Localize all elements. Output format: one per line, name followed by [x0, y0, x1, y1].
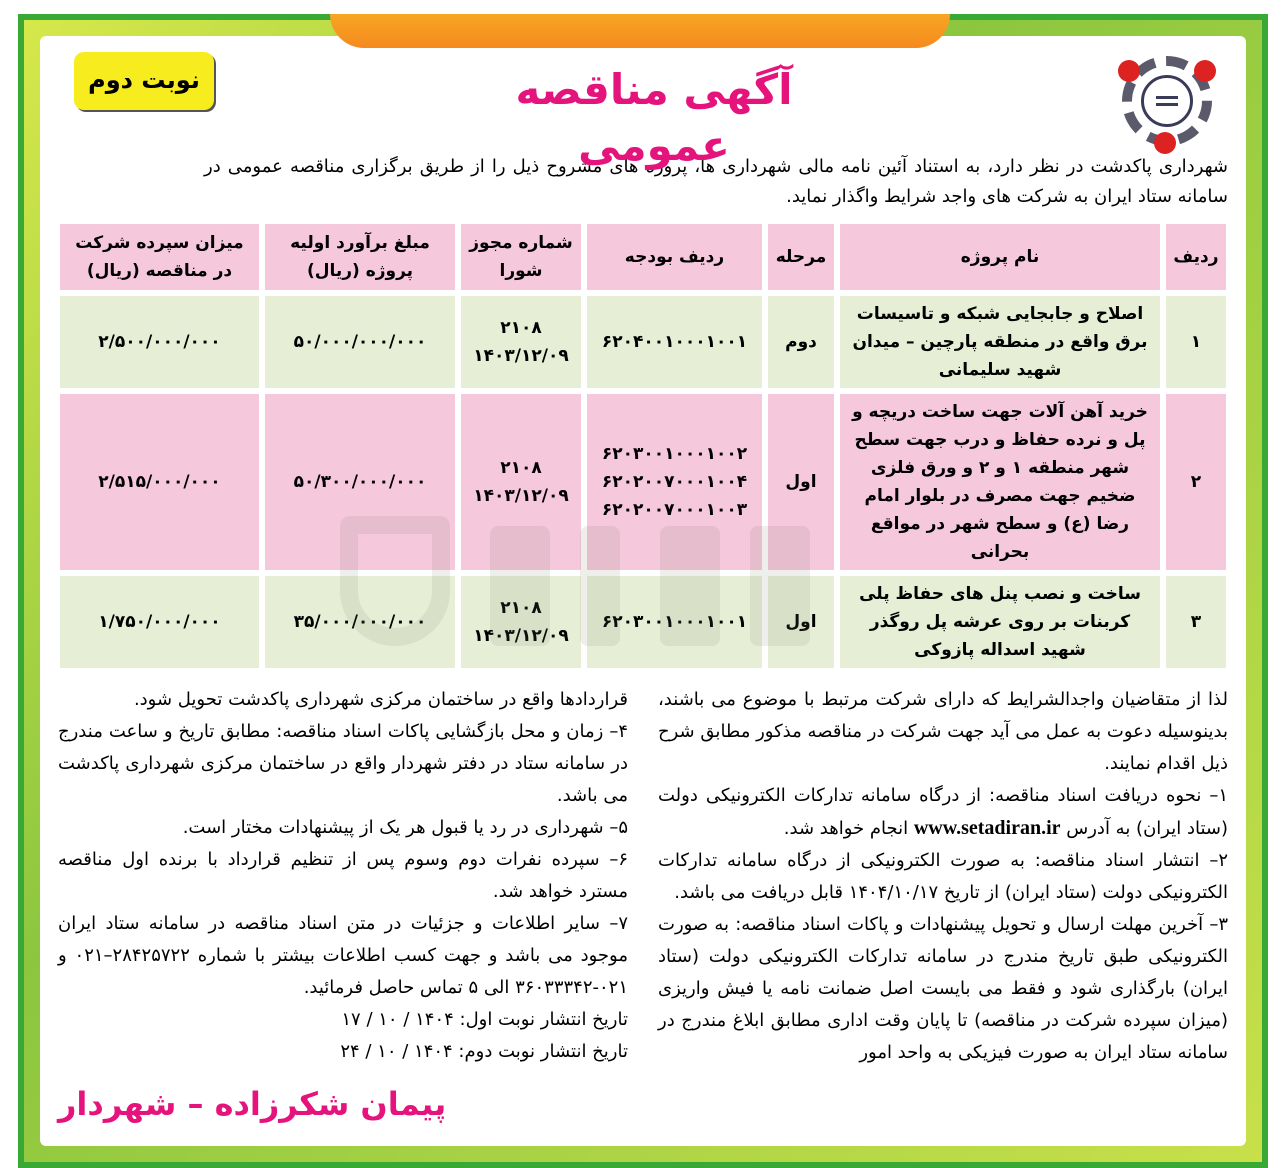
col-header-estimate: مبلغ برآورد اولیه پروژه (ریال)	[265, 224, 455, 290]
stage: دوم	[768, 296, 834, 388]
condition-4: ۴– زمان و محل بازگشایی پاکات اسناد مناقصه: مطابق تاریخ و ساعت مندرج در سامانه ستاد در دفتر شهردار واقع در ساختمان مرکزی شهرداری پاکدشت می باشد.	[58, 721, 628, 806]
projects-table	[54, 218, 1232, 674]
col-header-permit: شماره مجوز شورا	[461, 224, 581, 290]
deposit: ۱/۷۵۰/۰۰۰/۰۰۰	[60, 576, 259, 668]
deposit: ۲/۵۰۰/۰۰۰/۰۰۰	[60, 296, 259, 388]
second-publication-date: تاریخ انتشار نوبت دوم: ۱۴۰۴ / ۱۰ / ۲۴	[340, 1041, 628, 1062]
permit	[461, 394, 581, 570]
condition-6: ۶– سپرده نفرات دوم وسوم پس از تنظیم قرارداد با برنده اول مناقصه مسترد خواهد شد.	[58, 849, 628, 902]
col-header-stage: مرحله	[768, 224, 834, 290]
permit	[461, 296, 581, 388]
table-row	[60, 394, 1226, 570]
estimate: ۳۵/۰۰۰/۰۰۰/۰۰۰	[265, 576, 455, 668]
conditions-left-column	[58, 684, 628, 1126]
table-row	[60, 576, 1226, 668]
col-header-deposit: میزان سپرده شرکت در مناقصه (ریال)	[60, 224, 259, 290]
estimate: ۵۰/۰۰۰/۰۰۰/۰۰۰	[265, 296, 455, 388]
condition-5: ۵– شهرداری در رد یا قبول هر یک از پیشنهادات مختار است.	[182, 817, 628, 838]
header	[54, 36, 1232, 170]
municipality-logo	[1122, 56, 1212, 146]
signature: پیمان شکرزاده – شهردار	[58, 1085, 447, 1123]
table-row	[60, 296, 1226, 388]
logo-emblem	[1141, 75, 1193, 127]
permit-date: ۱۴۰۳/۱۲/۰۹	[473, 626, 569, 646]
green-frame	[18, 14, 1268, 1168]
condition-2: ۲– انتشار اسناد مناقصه: به صورت الکترونیکی از درگاه سامانه تدارکات الکترونیکی دولت (ستاد ایران) از تاریخ ۱۴۰۴/۱۰/۱۷ قابل دریافت می باشد.	[658, 850, 1228, 903]
setadiran-link[interactable]: www.setadiran.ir	[913, 817, 1061, 839]
notice-panel	[40, 36, 1246, 1146]
condition-3: ۳– آخرین مهلت ارسال و تحویل پیشنهادات و پاکات اسناد مناقصه: به صورت الکترونیکی طبق تاریخ مندرج در سامانه تدارکات الکترونیکی دولت (ستاد ایران) بارگذاری شود و فقط می بایست اصل ضمانت نامه یا فیش واریزی (میزان سپرده شرکت در مناقصه) تا پایان وقت اداری مطابق ابلاغ مندرج در سامانه ستاد ایران به صورت فیزیکی به واحد امور	[658, 914, 1228, 1063]
row-number: ۱	[1166, 296, 1226, 388]
stage: اول	[768, 576, 834, 668]
condition-7: ۷– سایر اطلاعات و جزئیات در متن اسناد مناقصه در سامانه ستاد ایران موجود می باشد و جهت کسب اطلاعات بیشتر با شماره ۲۸۴۲۵۷۲۲–۰۲۱ و ۰۲۱-۳۶۰۳۳۳۴۲ الی ۵ تماس حاصل فرمائید.	[58, 913, 628, 998]
project-name: ساخت و نصب پنل های حفاظ پلی کربنات بر روی عرشه پل روگذر شهید اسداله پازوکی	[840, 576, 1160, 668]
page-title: آگهی مناقصه عمومی	[515, 65, 793, 170]
condition-1	[658, 780, 1228, 845]
permit-date: ۱۴۰۳/۱۲/۰۹	[473, 346, 569, 366]
condition-1-end: انجام خواهد شد.	[783, 818, 909, 839]
budget-code: ۶۲۰۳۰۰۱۰۰۰۱۰۰۲	[601, 444, 748, 464]
permit-number: ۲۱۰۸	[500, 318, 542, 338]
budget-code: ۶۲۰۲۰۰۷۰۰۰۱۰۰۴	[601, 472, 748, 492]
budget-code: ۶۲۰۲۰۰۷۰۰۰۱۰۰۳	[601, 500, 748, 520]
permit-number: ۲۱۰۸	[500, 598, 542, 618]
budget-code: ۶۲۰۴۰۰۱۰۰۰۱۰۰۱	[587, 296, 762, 388]
row-number: ۲	[1166, 394, 1226, 570]
budget-codes	[587, 394, 762, 570]
condition-1-text: ۱– نحوه دریافت اسناد مناقصه: از درگاه سامانه تدارکات الکترونیکی دولت (ستاد ایران) به آدرس	[658, 785, 1228, 839]
round-badge: نوبت دوم	[74, 52, 214, 110]
project-name: اصلاح و جابجایی شبکه و تاسیسات برق واقع در منطقه پارچین – میدان شهید سلیمانی	[840, 296, 1160, 388]
col-header-project: نام پروژه	[840, 224, 1160, 290]
permit-number: ۲۱۰۸	[500, 458, 542, 478]
invitation-text: لذا از متقاضیان واجدالشرایط که دارای شرکت مرتبط با موضوع می باشند، بدینوسیله دعوت به عمل می آید جهت شرکت در مناقصه مذکور مطابق شرح ذیل اقدام نمایند.	[658, 689, 1228, 774]
budget-code: ۶۲۰۳۰۰۱۰۰۰۱۰۰۱	[587, 576, 762, 668]
deposit: ۲/۵۱۵/۰۰۰/۰۰۰	[60, 394, 259, 570]
intro-text: شهرداری پاکدشت در نظر دارد، به استناد آئین نامه مالی شهرداری ها، پروژه های مشروح ذیل را از طریق برگزاری مناقصه عمومی در سامانه ستاد ایران به شرکت های واجد شرایط واگذار نماید.	[204, 156, 1228, 207]
condition-3-continued: قراردادها واقع در ساختمان مرکزی شهرداری پاکدشت تحویل شود.	[133, 689, 628, 710]
stage: اول	[768, 394, 834, 570]
permit	[461, 576, 581, 668]
estimate: ۵۰/۳۰۰/۰۰۰/۰۰۰	[265, 394, 455, 570]
project-name: خرید آهن آلات جهت ساخت دریچه و پل و نرده حفاظ و درب جهت سطح شهر منطقه ۱ و ۲ و ورق فلزی ضخیم جهت مصرف در بلوار امام رضا (ع) و سطح شهر در مواقع بحرانی	[840, 394, 1160, 570]
conditions-right-column	[658, 684, 1228, 1126]
conditions	[54, 684, 1232, 1126]
row-number: ۳	[1166, 576, 1226, 668]
permit-date: ۱۴۰۳/۱۲/۰۹	[473, 486, 569, 506]
col-header-budget: ردیف بودجه	[587, 224, 762, 290]
col-header-row: ردیف	[1166, 224, 1226, 290]
first-publication-date: تاریخ انتشار نوبت اول: ۱۴۰۴ / ۱۰ / ۱۷	[341, 1009, 628, 1030]
